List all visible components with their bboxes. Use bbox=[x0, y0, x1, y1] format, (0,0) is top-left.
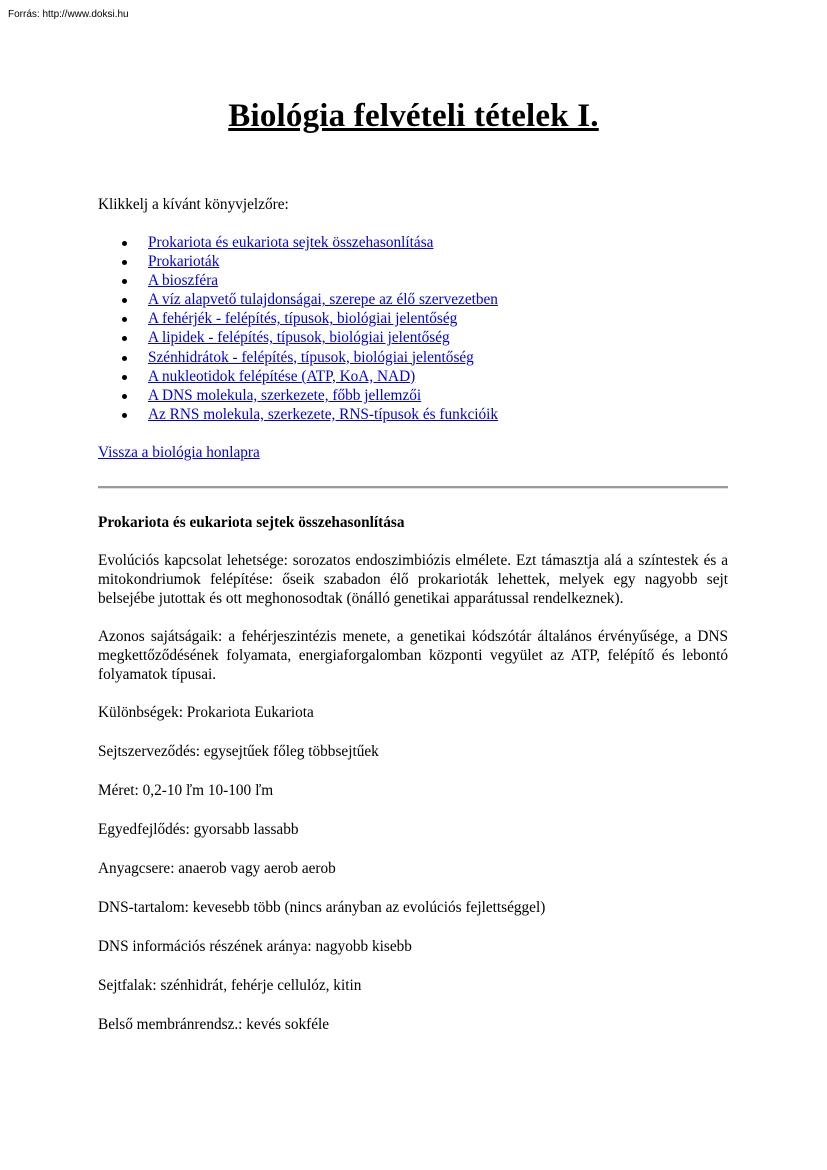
toc-link[interactable]: A víz alapvető tulajdonságai, szerepe az élő szervezetben bbox=[148, 291, 498, 309]
toc-link[interactable]: A DNS molekula, szerkezete, főbb jellemzői bbox=[148, 386, 422, 404]
list-item bbox=[148, 386, 728, 405]
comparison-line: Méret: 0,2-10 ľm 10-100 ľm bbox=[98, 781, 274, 799]
toc-link[interactable]: Prokariota és eukariota sejtek összehasonlítása bbox=[148, 234, 434, 251]
comparison-line: Anyagcsere: anaerob vagy aerob aerob bbox=[98, 859, 336, 877]
section-heading: Prokariota és eukariota sejtek összehasonlítása bbox=[98, 513, 405, 531]
toc-link[interactable]: Prokarioták bbox=[148, 253, 220, 271]
list-item bbox=[148, 405, 728, 424]
list-item bbox=[148, 233, 728, 252]
comparison-line: Sejtszerveződés: egysejtűek főleg többsejtűek bbox=[98, 742, 379, 760]
list-item bbox=[148, 367, 728, 386]
list-item bbox=[148, 348, 728, 367]
toc-link[interactable]: A nukleotidok felépítése (ATP, KoA, NAD) bbox=[148, 367, 416, 385]
bookmark-list bbox=[98, 233, 728, 424]
toc-link[interactable]: Az RNS molekula, szerkezete, RNS-típusok és funkcióik bbox=[148, 405, 499, 423]
toc-link[interactable]: A bioszféra bbox=[148, 272, 219, 290]
comparison-line: DNS információs részének aránya: nagyobb kisebb bbox=[98, 937, 412, 955]
list-item bbox=[148, 271, 728, 290]
comparison-line: Belső membránrendsz.: kevés sokféle bbox=[98, 1015, 330, 1033]
comparison-line: Különbségek: Prokariota Eukariota bbox=[98, 703, 314, 721]
document-body bbox=[98, 195, 728, 1054]
list-item bbox=[148, 290, 728, 309]
source-label: Forrás: http://www.doksi.hu bbox=[8, 9, 129, 20]
back-link-row bbox=[98, 443, 728, 462]
list-item bbox=[148, 328, 728, 347]
comparison-line: Egyedfejlődés: gyorsabb lassabb bbox=[98, 820, 299, 838]
paragraph-evolution: Evolúciós kapcsolat lehetsége: sorozatos endoszimbiózis elmélete. Ezt támasztja alá a színtestek és a mitokondriumok felépítése: őseik szabadon élő prokarioták lehettek, melyek egy nagyobb sejt belsejébe jutottak és ott meghonosodtak (önálló genetikai apparátussal rendelkeznek). bbox=[98, 551, 728, 607]
divider bbox=[98, 486, 728, 489]
back-to-homepage-link[interactable]: Vissza a biológia honlapra bbox=[98, 443, 260, 461]
intro-text: Klikkelj a kívánt könyvjelzőre: bbox=[98, 196, 289, 213]
comparison-line: Sejtfalak: szénhidrát, fehérje cellulóz, kitin bbox=[98, 976, 362, 994]
list-item bbox=[148, 252, 728, 271]
page-title: Biológia felvételi tételek I. bbox=[228, 98, 599, 134]
paragraph-common-traits: Azonos sajátságaik: a fehérjeszintézis menete, a genetikai kódszótár általános érvényűsége, a DNS megkettőződésének folyamata, energiaforgalomban központi vegyület az ATP, felépítő és lebontó folyamatok típusai. bbox=[98, 627, 728, 683]
comparison-line: DNS-tartalom: kevesebb több (nincs arányban az evolúciós fejlettséggel) bbox=[98, 898, 546, 916]
list-item bbox=[148, 309, 728, 328]
toc-link[interactable]: A lipidek - felépítés, típusok, biológiai jelentőség bbox=[148, 329, 450, 347]
toc-link[interactable]: Szénhidrátok - felépítés, típusok, biológiai jelentőség bbox=[148, 348, 474, 366]
toc-link[interactable]: A fehérjék - felépítés, típusok, biológiai jelentőség bbox=[148, 310, 458, 328]
